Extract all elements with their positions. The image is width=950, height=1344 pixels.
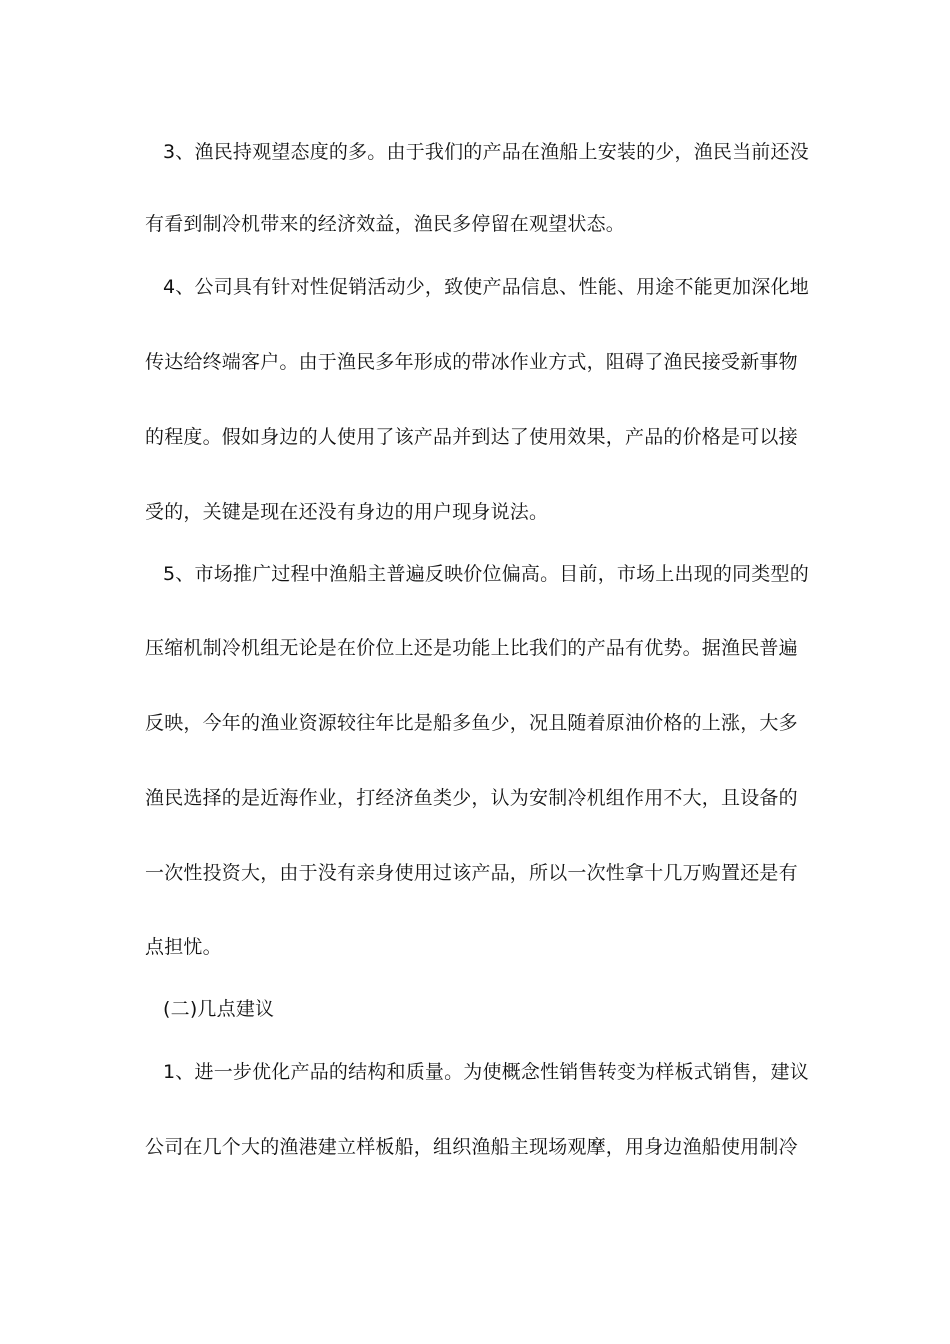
suggestion-1-line-1: 1、进一步优化产品的结构和质量。为使概念性销售转变为样板式销售，建议 xyxy=(163,1061,809,1083)
paragraph-4-line-4: 受的，关键是现在还没有身边的用户现身说法。 xyxy=(145,501,549,523)
paragraph-5-line-6: 点担忧。 xyxy=(145,936,222,958)
paragraph-5-line-3: 反映，今年的渔业资源较往年比是船多鱼少，况且随着原油价格的上涨，大多 xyxy=(145,712,798,734)
suggestion-1-line-2: 公司在几个大的渔港建立样板船，组织渔船主现场观摩，用身边渔船使用制冷 xyxy=(145,1136,798,1158)
paragraph-5-line-4: 渔民选择的是近海作业，打经济鱼类少，认为安制冷机组作用不大，且设备的 xyxy=(145,787,798,809)
paragraph-3-line-2: 有看到制冷机带来的经济效益，渔民多停留在观望状态。 xyxy=(145,213,626,235)
paragraph-4-line-1: 4、公司具有针对性促销活动少，致使产品信息、性能、用途不能更加深化地 xyxy=(163,276,809,298)
paragraph-3-line-1: 3、渔民持观望态度的多。由于我们的产品在渔船上安装的少，渔民当前还没 xyxy=(163,141,809,163)
paragraph-4-line-2: 传达给终端客户。由于渔民多年形成的带冰作业方式，阻碍了渔民接受新事物 xyxy=(145,351,798,373)
paragraph-5-line-1: 5、市场推广过程中渔船主普遍反映价位偏高。目前，市场上出现的同类型的 xyxy=(163,563,809,585)
paragraph-4-line-3: 的程度。假如身边的人使用了该产品并到达了使用效果，产品的价格是可以接 xyxy=(145,426,798,448)
paragraph-5-line-5: 一次性投资大，由于没有亲身使用过该产品，所以一次性拿十几万购置还是有 xyxy=(145,862,798,884)
section-heading-suggestions: (二)几点建议 xyxy=(163,998,275,1020)
paragraph-5-line-2: 压缩机制冷机组无论是在价位上还是功能上比我们的产品有优势。据渔民普遍 xyxy=(145,637,798,659)
